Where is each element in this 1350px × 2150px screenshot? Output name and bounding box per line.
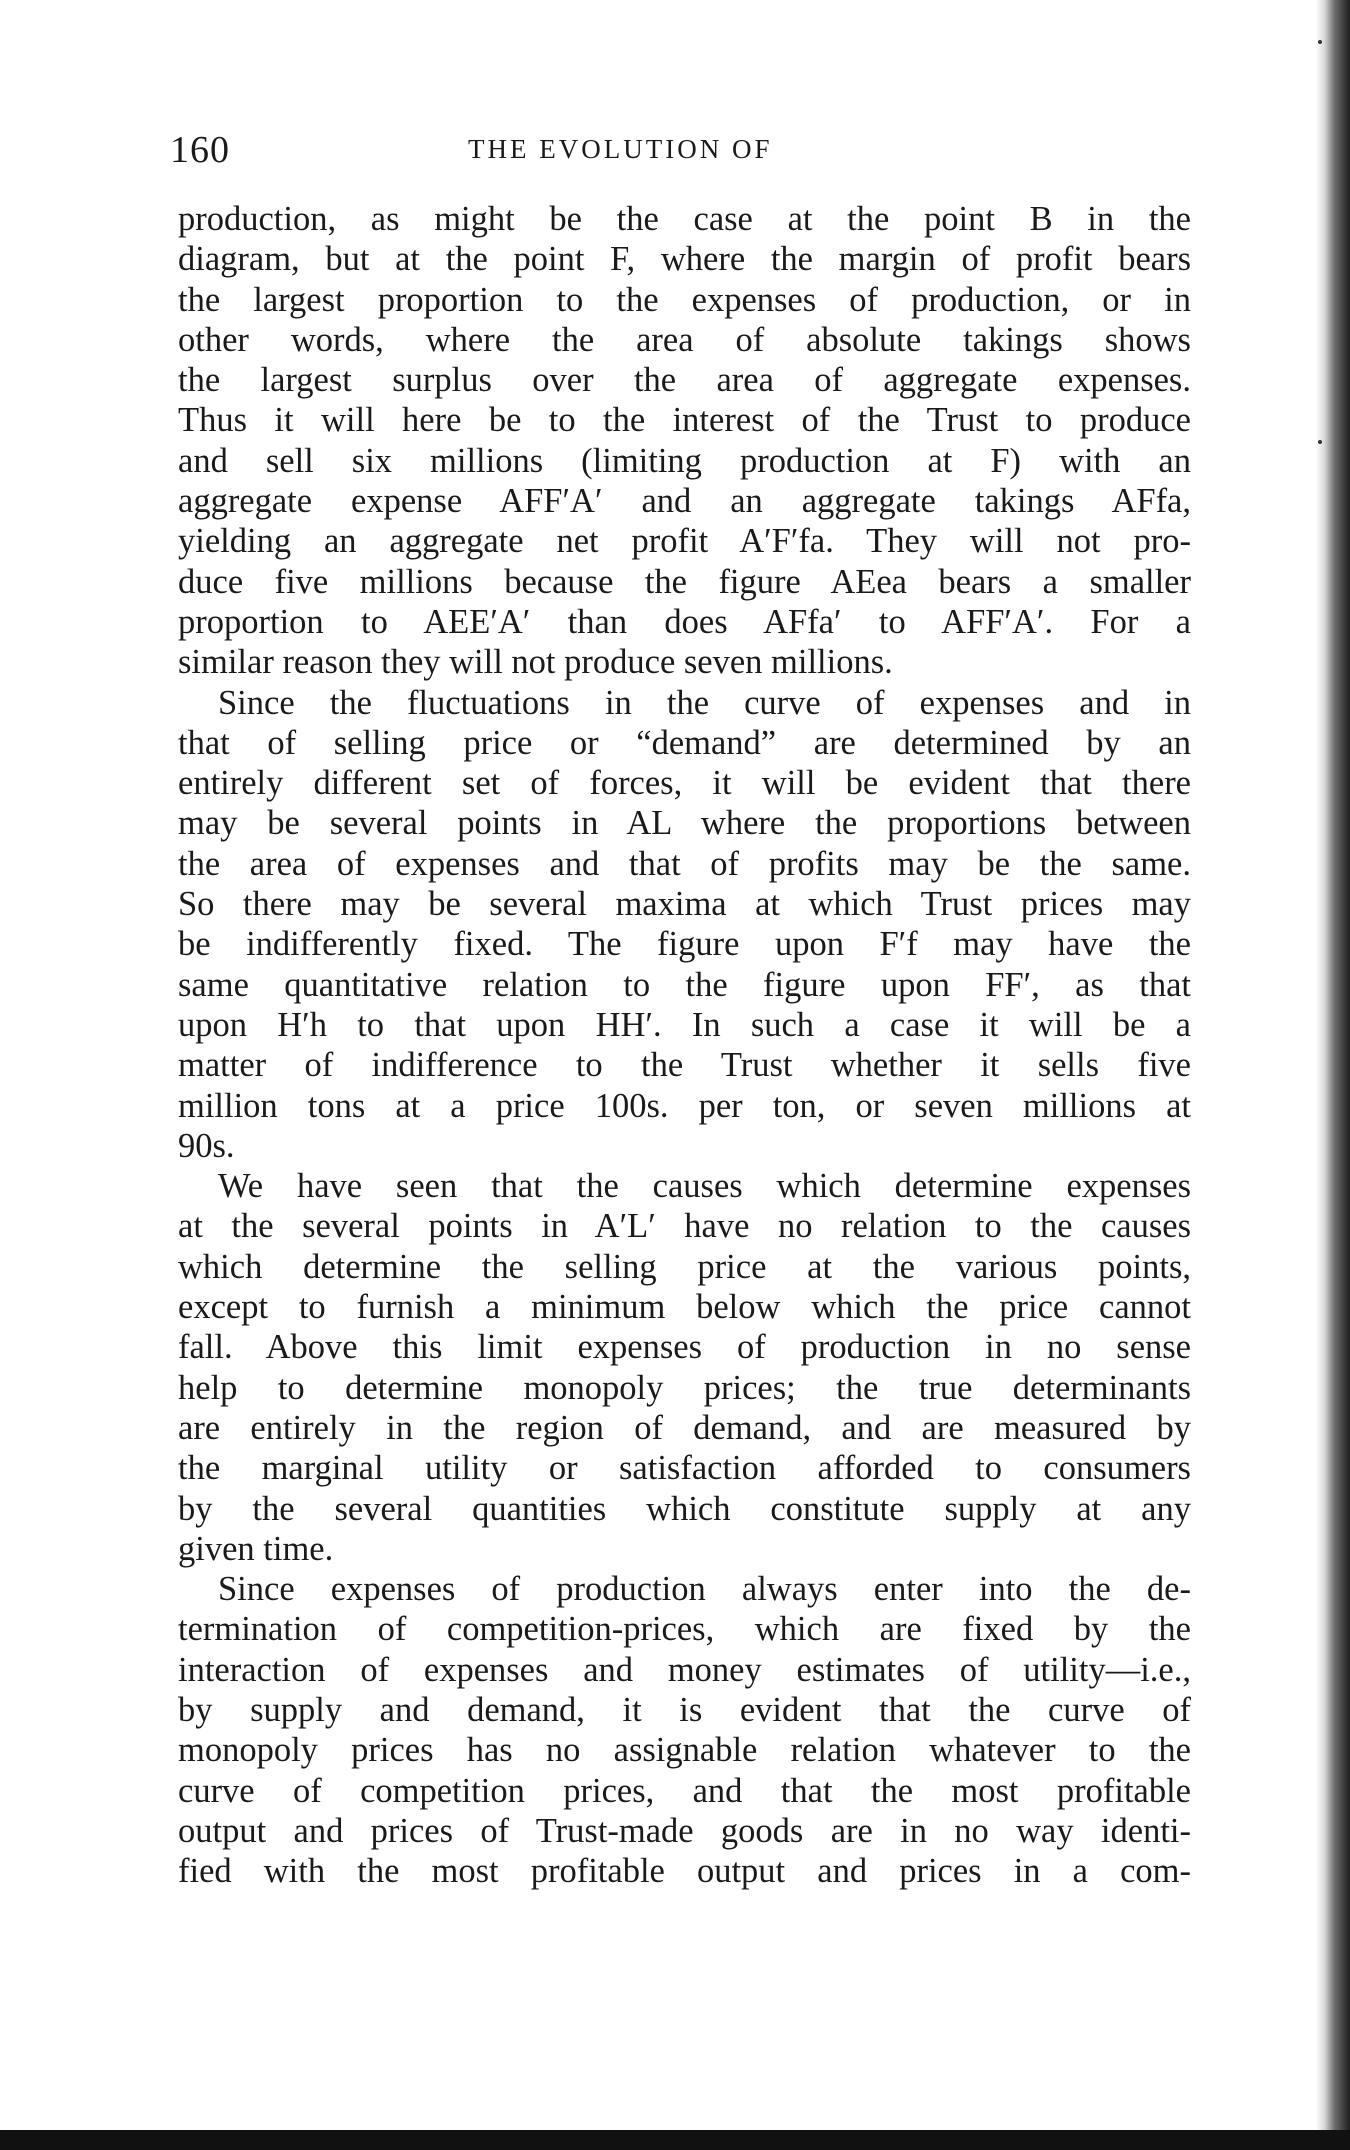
text-line: Since expenses of production always enter into the de-: [218, 1570, 1191, 1609]
text-line: by supply and demand, it is evident that the curve of: [178, 1690, 1191, 1729]
text-line: monopoly prices has no assignable relation whatever to the: [178, 1731, 1191, 1770]
text-line: Since the fluctuations in the curve of expenses and in: [218, 683, 1191, 722]
text-line: duce five millions because the figure AEea bears a smaller: [178, 562, 1191, 601]
text-line: curve of competition prices, and that the most profitable: [178, 1771, 1191, 1810]
paragraph-3: [178, 1166, 1191, 1569]
text-line: yielding an aggregate net profit A′F′fa. They will not pro-: [178, 522, 1191, 561]
text-line: at the several points in A′L′ have no relation to the causes: [178, 1207, 1191, 1246]
text-line: the area of expenses and that of profits may be the same.: [178, 844, 1191, 883]
scan-bottom-edge: [0, 2130, 1350, 2150]
text-line: that of selling price or “demand” are determined by an: [178, 723, 1191, 762]
text-line: entirely different set of forces, it will be evident that there: [178, 764, 1191, 803]
text-line: interaction of expenses and money estimates of utility—i.e.,: [178, 1650, 1191, 1689]
text-line: other words, where the area of absolute takings shows: [178, 320, 1191, 359]
text-line: So there may be several maxima at which Trust prices may: [178, 885, 1191, 924]
paragraph-4: [178, 1569, 1191, 1891]
text-line: aggregate expense AFF′A′ and an aggregate takings AFfa,: [178, 482, 1191, 521]
text-line: which determine the selling price at the various points,: [178, 1247, 1191, 1286]
body-text: [178, 199, 1191, 1891]
text-line: termination of competition-prices, which are fixed by the: [178, 1610, 1191, 1649]
text-line: the largest proportion to the expenses of production, or in: [178, 280, 1191, 319]
text-line: We have seen that the causes which determine expenses: [218, 1167, 1191, 1206]
text-line: million tons at a price 100s. per ton, or seven millions at: [178, 1086, 1191, 1125]
text-line: by the several quantities which constitute supply at any: [178, 1489, 1191, 1528]
text-line: similar reason they will not produce seven millions.: [178, 643, 893, 682]
paragraph-1: [178, 199, 1191, 683]
text-line: the marginal utility or satisfaction afforded to consumers: [178, 1449, 1191, 1488]
text-line: 90s.: [178, 1126, 235, 1165]
text-line: may be several points in AL where the proportions between: [178, 804, 1191, 843]
text-line: fied with the most profitable output and prices in a com-: [178, 1852, 1191, 1891]
text-line: same quantitative relation to the figure upon FF′, as that: [178, 965, 1191, 1004]
text-line: except to furnish a minimum below which the price cannot: [178, 1288, 1191, 1327]
text-line: production, as might be the case at the point B in the: [178, 200, 1191, 238]
text-line: upon H′h to that upon HH′. In such a case it will be a: [178, 1005, 1191, 1044]
text-line: given time.: [178, 1529, 334, 1568]
page-header: [170, 128, 1070, 178]
text-line: are entirely in the region of demand, and are measured by: [178, 1408, 1191, 1447]
text-line: output and prices of Trust-made goods are in no way identi-: [178, 1811, 1191, 1850]
text-line: be indifferently fixed. The figure upon F′f may have the: [178, 925, 1191, 964]
running-head: THE EVOLUTION OF: [468, 134, 773, 164]
text-line: the largest surplus over the area of aggregate expenses.: [178, 361, 1191, 400]
page-number: 160: [170, 129, 230, 171]
scan-speck: [1318, 40, 1322, 44]
text-line: Thus it will here be to the interest of the Trust to produce: [178, 401, 1191, 440]
scan-speck: [1318, 440, 1322, 444]
book-spine-shadow: [1316, 0, 1350, 2150]
text-line: fall. Above this limit expenses of production in no sense: [178, 1328, 1191, 1367]
text-line: and sell six millions (limiting production at F) with an: [178, 441, 1191, 480]
text-line: matter of indifference to the Trust whether it sells five: [178, 1046, 1191, 1085]
paragraph-2: [178, 683, 1191, 1167]
text-line: proportion to AEE′A′ than does AFfa′ to AFF′A′. For a: [178, 602, 1191, 641]
text-line: help to determine monopoly prices; the true determinants: [178, 1368, 1191, 1407]
text-line: diagram, but at the point F, where the margin of profit bears: [178, 240, 1191, 279]
